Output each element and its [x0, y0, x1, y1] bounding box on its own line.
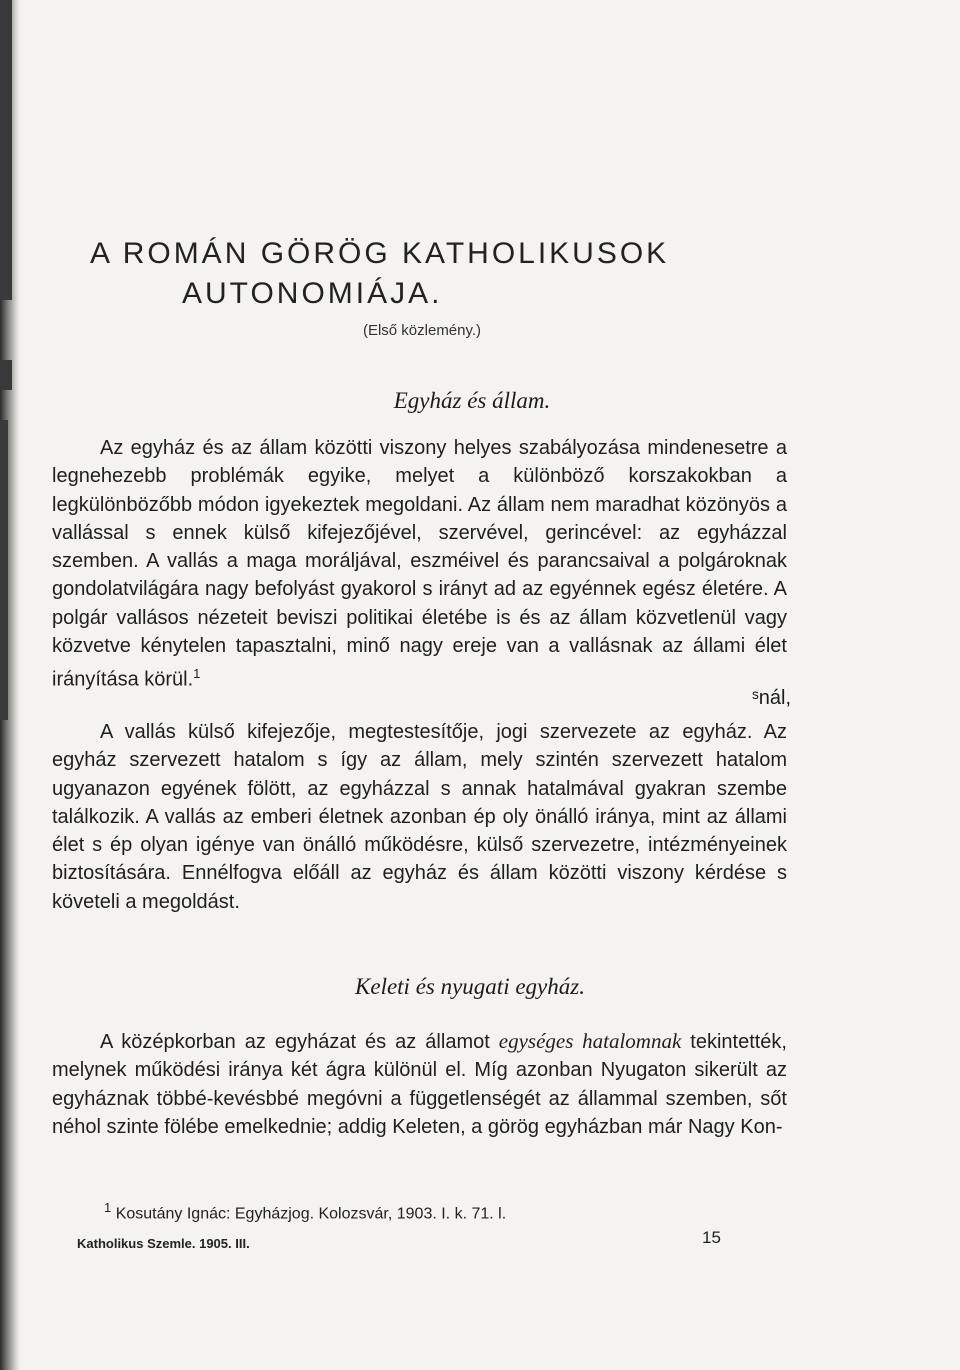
section-heading-church-and-state: Egyház és állam.	[393, 388, 551, 413]
paragraph-text: Az egyház és az állam közötti viszony helyes szabályozása mindenesetre a legnehezebb problémák egyike, melyet a különböző korszakokban a legkülönbözőbb módon igyekeztek megoldani. Az állam nem maradhat közönyös a vallással s ennek külső kifejezőjével, szervével, gerincével: az egyházzal szemben. A vallás a maga moráljával, eszméivel és parancsaival a polgároknak gondolatvilágára nagy befolyást gyakorol s irányt ad az egyénnek egész életére. A polgár vallásos nézeteit beviszi politikai életébe is és az állam közvetlenül vagy közvetve kénytelen tapasztalni, minő nagy ereje van a vallásnak az állami élet irányítása körül.	[52, 437, 787, 692]
footnote-text: Kosutány Ignác: Egyházjog. Kolozsvár, 1903. I. k. 71. l.	[115, 1205, 507, 1223]
margin-note: ˢnál,	[752, 687, 792, 709]
paragraph-text: A középkorban az egyházat és az államot	[100, 1031, 499, 1053]
section-1-paragraph-2	[52, 718, 787, 916]
paragraph-text: tekintették, melynek működési iránya két ágra különül el. Míg azonban Nyugaton sikerült az egyháznak többé-kevésbbé megóvni a függetlenségét az állammal szemben, sőt néhol szinte fölébe emelkednie; addig Keleten, a görög egyházban már Nagy Kon-	[52, 1031, 787, 1138]
page-number: 15	[702, 1228, 721, 1247]
journal-source: Katholikus Szemle. 1905. III.	[77, 1236, 250, 1251]
footnote-marker: 1	[104, 1200, 112, 1215]
scan-binding-shadow	[0, 360, 12, 390]
scan-binding-shadow	[0, 0, 12, 300]
section-heading-eastern-western-church: Keleti és nyugati egyház.	[355, 974, 585, 999]
scan-binding-shadow	[0, 420, 8, 720]
paragraph-text: A vallás külső kifejezője, megtestesítője, jogi szervezete az egyház. Az egyház szervezett hatalom s így az állam, mely szintén szervezett hatalom ugyanazon egyének fölött, az egyházzal s annak hatalmával gyakran szembe találkozik. A vallás az emberi életnek azonban ép oly önálló iránya, mint az állami élet s ép olyan igénye van önálló működésre, külső szervezetre, intézményeinek biztosítására. Ennélfogva előáll az egyház és állam közötti viszony kérdése s követeli a megoldást.	[52, 721, 787, 913]
italic-emphasis: egységes hatalomnak	[498, 1029, 682, 1053]
title-line-1: A ROMÁN GÖRÖG KATHOLIKUSOK	[90, 237, 670, 270]
installment-note: (Első közlemény.)	[362, 322, 482, 339]
section-2-paragraph-1	[52, 1027, 787, 1141]
document-page	[52, 0, 792, 1370]
footnote-marker: 1	[193, 666, 201, 682]
title-line-2: AUTONOMIÁJA.	[182, 277, 443, 310]
section-1-paragraph-1	[52, 434, 787, 694]
document-title	[90, 234, 780, 314]
footnote	[104, 1200, 506, 1223]
